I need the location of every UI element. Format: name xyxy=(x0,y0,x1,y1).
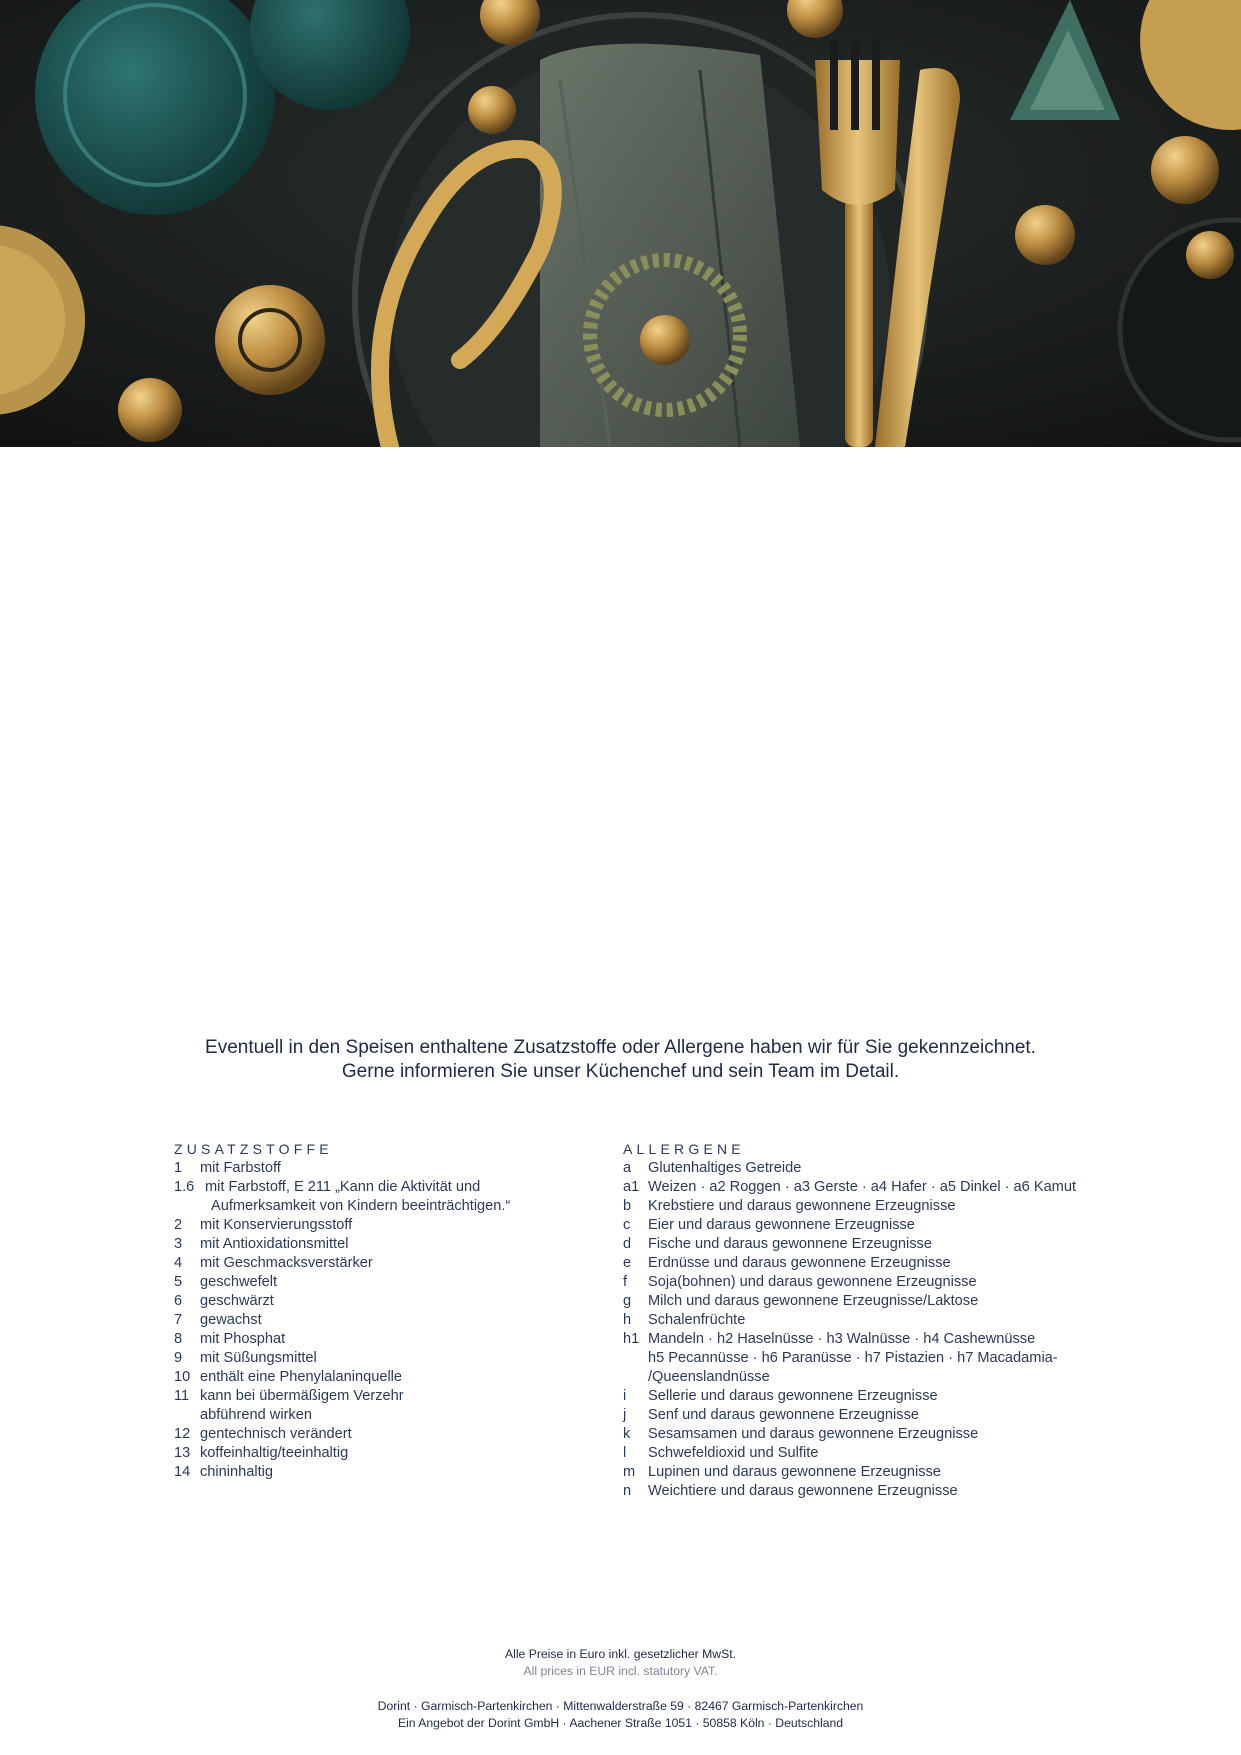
allergen-label: Eier und daraus gewonnene Erzeugnisse xyxy=(648,1217,915,1233)
additive-item xyxy=(174,1311,594,1330)
additive-code: 13 xyxy=(174,1445,191,1461)
additive-code: 2 xyxy=(174,1217,183,1233)
additive-code: 3 xyxy=(174,1236,183,1252)
additive-label: gentechnisch verändert xyxy=(200,1426,352,1442)
additive-code: 11 xyxy=(174,1388,190,1404)
additives-heading: ZUSATZSTOFFE xyxy=(174,1141,333,1157)
additive-label: geschwefelt xyxy=(200,1274,278,1290)
footer-prices-de: Alle Preise in Euro inkl. gesetzlicher MwSt. xyxy=(505,1647,736,1661)
additive-item xyxy=(174,1216,594,1235)
allergen-item xyxy=(623,1387,1093,1406)
allergen-item xyxy=(623,1330,1093,1349)
additive-item xyxy=(174,1444,594,1463)
allergen-label: Glutenhaltiges Getreide xyxy=(648,1160,802,1176)
allergen-label: Fische und daraus gewonnene Erzeugnisse xyxy=(648,1236,932,1252)
additive-item xyxy=(174,1330,594,1349)
additive-label: gewachst xyxy=(200,1312,262,1328)
additive-label-continued: Aufmerksamkeit von Kindern beeinträchtigen.“ xyxy=(211,1198,511,1214)
allergen-label: Schwefeldioxid und Sulfite xyxy=(648,1445,819,1461)
allergen-label-continued: /Queenslandnüsse xyxy=(648,1369,770,1385)
additive-label: mit Süßungsmittel xyxy=(200,1350,317,1366)
allergen-item xyxy=(623,1159,1093,1178)
additive-code: 5 xyxy=(174,1274,183,1290)
additive-label: mit Geschmacksverstärker xyxy=(200,1255,373,1271)
additive-code: 4 xyxy=(174,1255,183,1271)
additive-label: mit Antioxidationsmittel xyxy=(200,1236,349,1252)
allergen-label: Sesamsamen und daraus gewonnene Erzeugnisse xyxy=(648,1426,979,1442)
additive-item xyxy=(174,1292,594,1311)
allergen-code: j xyxy=(623,1407,627,1423)
additive-label: chininhaltig xyxy=(200,1464,274,1480)
additive-item xyxy=(174,1463,594,1482)
allergen-code: d xyxy=(623,1236,632,1252)
additive-label: geschwärzt xyxy=(200,1293,274,1309)
allergen-label: Weichtiere und daraus gewonnene Erzeugnisse xyxy=(648,1483,958,1499)
allergen-item xyxy=(623,1482,1093,1501)
additives-column xyxy=(174,1140,594,1482)
additive-item xyxy=(174,1254,594,1273)
additive-code: 14 xyxy=(174,1464,191,1480)
allergen-code: a xyxy=(623,1160,632,1176)
allergen-item xyxy=(623,1254,1093,1273)
footer-address: Dorint · Garmisch-Partenkirchen · Mittenwalderstraße 59 · 82467 Garmisch-Partenkirchen xyxy=(377,1699,864,1713)
allergen-item xyxy=(623,1178,1093,1197)
footer-prices-en: All prices in EUR incl. statutory VAT. xyxy=(523,1664,718,1678)
additive-label: mit Farbstoff, E 211 „Kann die Aktivität und xyxy=(205,1179,481,1195)
additive-item xyxy=(174,1273,594,1292)
allergen-label: Weizen · a2 Roggen · a3 Gerste · a4 Hafer · a5 Dinkel · a6 Kamut xyxy=(648,1179,1077,1195)
allergen-item xyxy=(623,1273,1093,1292)
additive-code: 10 xyxy=(174,1369,191,1385)
intro-line-1: Eventuell in den Speisen enthaltene Zusatzstoffe oder Allergene haben wir für Sie gekennzeichnet. xyxy=(205,1037,1036,1058)
allergen-label: Senf und daraus gewonnene Erzeugnisse xyxy=(648,1407,919,1423)
allergen-item xyxy=(623,1444,1093,1463)
allergen-item xyxy=(623,1311,1093,1330)
additive-code: 8 xyxy=(174,1331,183,1347)
allergen-code: c xyxy=(623,1217,631,1233)
hero-photo xyxy=(0,0,1241,447)
additive-code: 7 xyxy=(174,1312,183,1328)
allergen-intro xyxy=(0,1036,1241,1084)
allergens-heading: ALLERGENE xyxy=(623,1141,745,1157)
additive-item xyxy=(174,1159,594,1178)
allergen-label: Milch und daraus gewonnene Erzeugnisse/Laktose xyxy=(648,1293,979,1309)
additive-item xyxy=(174,1425,594,1444)
allergen-item xyxy=(623,1216,1093,1235)
additive-code: 9 xyxy=(174,1350,183,1366)
allergen-code: a1 xyxy=(623,1179,640,1195)
christmas-table-photo xyxy=(0,0,1241,447)
allergen-label: Mandeln · h2 Haselnüsse · h3 Walnüsse · h4 Cashewnüsse xyxy=(648,1331,1036,1347)
additive-label: kann bei übermäßigem Verzehr xyxy=(200,1388,404,1404)
footer-company: Ein Angebot der Dorint GmbH · Aachener Straße 1051 · 50858 Köln · Deutschland xyxy=(397,1716,844,1730)
allergen-item xyxy=(623,1425,1093,1444)
allergen-label: Soja(bohnen) und daraus gewonnene Erzeugnisse xyxy=(648,1274,977,1290)
allergen-label: Erdnüsse und daraus gewonnene Erzeugnisse xyxy=(648,1255,951,1271)
additive-item xyxy=(174,1178,594,1197)
allergen-code: f xyxy=(623,1274,628,1290)
allergen-code: e xyxy=(623,1255,632,1271)
additive-item xyxy=(174,1235,594,1254)
allergen-code: i xyxy=(623,1388,627,1404)
allergen-label: Sellerie und daraus gewonnene Erzeugnisse xyxy=(648,1388,938,1404)
additive-label-continued: abführend wirken xyxy=(200,1407,312,1423)
additive-code: 1 xyxy=(174,1160,183,1176)
additive-item xyxy=(174,1368,594,1387)
allergen-item xyxy=(623,1292,1093,1311)
allergen-code: h1 xyxy=(623,1331,640,1347)
additive-label: enthält eine Phenylalaninquelle xyxy=(200,1369,403,1385)
allergen-code: b xyxy=(623,1198,632,1214)
additive-label: koffeinhaltig/teeinhaltig xyxy=(200,1445,349,1461)
allergen-code: m xyxy=(623,1464,636,1480)
allergen-code: h xyxy=(623,1312,632,1328)
allergen-code: k xyxy=(623,1426,631,1442)
additive-code: 6 xyxy=(174,1293,183,1309)
allergen-label: Krebstiere und daraus gewonnene Erzeugnisse xyxy=(648,1198,956,1214)
allergen-label: Lupinen und daraus gewonnene Erzeugnisse xyxy=(648,1464,941,1480)
additive-label: mit Phosphat xyxy=(200,1331,286,1347)
allergen-item xyxy=(623,1463,1093,1482)
intro-line-2: Gerne informieren Sie unser Küchenchef und sein Team im Detail. xyxy=(341,1061,900,1082)
allergens-column xyxy=(623,1140,1093,1501)
allergen-code: n xyxy=(623,1483,632,1499)
additive-code: 1.6 xyxy=(174,1179,195,1195)
allergen-label: Schalenfrüchte xyxy=(648,1312,746,1328)
allergen-item xyxy=(623,1235,1093,1254)
additive-item xyxy=(174,1387,594,1406)
additive-label: mit Konservierungsstoff xyxy=(200,1217,353,1233)
additive-item xyxy=(174,1349,594,1368)
allergen-code: l xyxy=(623,1445,627,1461)
allergen-code: g xyxy=(623,1293,632,1309)
additive-label: mit Farbstoff xyxy=(200,1160,281,1176)
additive-code: 12 xyxy=(174,1426,191,1442)
allergen-item xyxy=(623,1197,1093,1216)
allergen-label-continued: h5 Pecannüsse · h6 Paranüsse · h7 Pistazien · h7 Macadamia- xyxy=(648,1350,1058,1366)
allergen-item xyxy=(623,1406,1093,1425)
